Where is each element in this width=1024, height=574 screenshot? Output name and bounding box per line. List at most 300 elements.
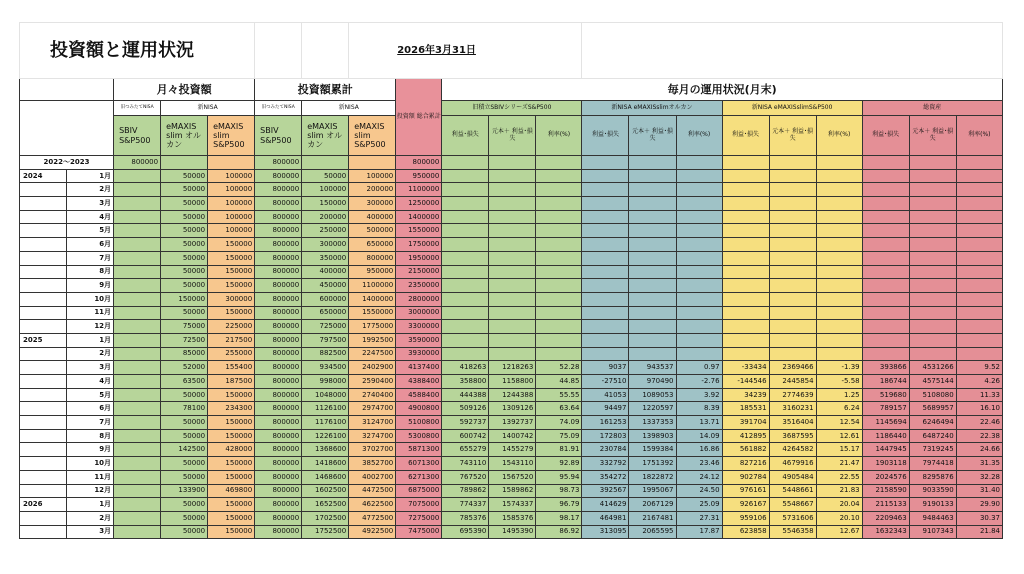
monthly-amount-cell: 469800: [208, 484, 255, 498]
row-month: 6月: [67, 238, 114, 252]
performance-cell: -27510: [582, 375, 629, 389]
monthly-amount-cell: 150000: [208, 525, 255, 539]
row-year: [20, 361, 67, 375]
performance-cell: 600742: [442, 429, 489, 443]
performance-cell: 14.09: [676, 429, 722, 443]
table-row: [20, 470, 1003, 484]
performance-cell: 3.92: [676, 388, 722, 402]
performance-cell: [536, 292, 582, 306]
table-row: [20, 429, 1003, 443]
performance-cell: [862, 197, 909, 211]
performance-cell: 16.86: [676, 443, 722, 457]
row-month: 2月: [67, 347, 114, 361]
monthly-amount-cell: [114, 306, 161, 320]
cumulative-amount-cell: 800000: [255, 197, 302, 211]
monthly-amount-cell: 142500: [161, 443, 208, 457]
monthly-amount-cell: [114, 457, 161, 471]
monthly-amount-cell: 72500: [161, 333, 208, 347]
performance-cell: [909, 210, 956, 224]
total-cumulative-cell: 6875000: [396, 484, 442, 498]
performance-cell: 2369466: [769, 361, 816, 375]
investment-spreadsheet: [19, 22, 1003, 539]
monthly-amount-cell: [114, 251, 161, 265]
perf-group-sp500: 新NISA eMAXISslimS&P500: [722, 101, 862, 116]
performance-cell: [582, 347, 629, 361]
performance-cell: 743110: [442, 457, 489, 471]
total-cumulative-cell: 4388400: [396, 375, 442, 389]
performance-cell: 4531266: [909, 361, 956, 375]
cumulative-amount-cell: 500000: [349, 224, 396, 238]
performance-cell: 20.10: [816, 511, 862, 525]
performance-cell: [816, 279, 862, 293]
performance-cell: [722, 197, 769, 211]
cumulative-amount-cell: 650000: [302, 306, 349, 320]
performance-cell: [442, 251, 489, 265]
performance-cell: [816, 210, 862, 224]
row-year: [20, 416, 67, 430]
total-cumulative-cell: 3300000: [396, 320, 442, 334]
performance-cell: [489, 224, 536, 238]
performance-cell: [862, 320, 909, 334]
performance-cell: 1455279: [489, 443, 536, 457]
cumulative-amount-cell: 4922500: [349, 525, 396, 539]
table-row: [20, 224, 1003, 238]
fund-header-sbiv: SBIV S&P500: [114, 116, 161, 156]
performance-cell: 7319245: [909, 443, 956, 457]
cumulative-amount-cell: 800000: [255, 265, 302, 279]
monthly-amount-cell: [114, 224, 161, 238]
performance-cell: [769, 320, 816, 334]
perf-group-allc: 新NISA eMAXISslimオルカン: [582, 101, 722, 116]
performance-cell: 1392737: [489, 416, 536, 430]
cumulative-amount-cell: 450000: [302, 279, 349, 293]
performance-cell: [442, 210, 489, 224]
performance-cell: 5731606: [769, 511, 816, 525]
performance-cell: 21.83: [816, 484, 862, 498]
row-month: 9月: [67, 279, 114, 293]
performance-cell: [909, 183, 956, 197]
performance-cell: [956, 183, 1002, 197]
monthly-amount-cell: [114, 169, 161, 183]
table-row: [20, 375, 1003, 389]
performance-cell: 5689957: [909, 402, 956, 416]
performance-cell: [862, 224, 909, 238]
performance-cell: 970490: [629, 375, 676, 389]
total-cumulative-cell: 1550000: [396, 224, 442, 238]
performance-cell: [442, 183, 489, 197]
monthly-amount-cell: [114, 443, 161, 457]
monthly-amount-cell: 52000: [161, 361, 208, 375]
performance-cell: [909, 156, 956, 170]
performance-cell: 785376: [442, 511, 489, 525]
cumulative-amount-cell: 950000: [349, 265, 396, 279]
cumulative-amount-cell: 800000: [255, 361, 302, 375]
performance-cell: [629, 197, 676, 211]
monthly-amount-cell: 225000: [208, 320, 255, 334]
performance-cell: [629, 320, 676, 334]
total-cumulative-cell: 6271300: [396, 470, 442, 484]
row-year: 2025: [20, 333, 67, 347]
performance-cell: 4679916: [769, 457, 816, 471]
performance-cell: [536, 156, 582, 170]
row-year: [20, 402, 67, 416]
performance-cell: [442, 238, 489, 252]
monthly-amount-cell: 150000: [208, 416, 255, 430]
performance-cell: 2067129: [629, 498, 676, 512]
cumulative-amount-cell: 350000: [302, 251, 349, 265]
performance-cell: [816, 197, 862, 211]
performance-cell: 2065595: [629, 525, 676, 539]
performance-cell: 4905484: [769, 470, 816, 484]
performance-cell: [769, 210, 816, 224]
cumulative-amount-cell: 1048000: [302, 388, 349, 402]
performance-cell: [956, 156, 1002, 170]
performance-cell: [489, 265, 536, 279]
monthly-amount-cell: 50000: [161, 238, 208, 252]
performance-cell: [676, 292, 722, 306]
performance-cell: [442, 156, 489, 170]
monthly-amount-cell: 50000: [161, 498, 208, 512]
performance-cell: [722, 251, 769, 265]
cumulative-amount-cell: 800000: [255, 251, 302, 265]
cumulative-amount-cell: 300000: [302, 238, 349, 252]
performance-cell: 172803: [582, 429, 629, 443]
performance-cell: 2115133: [862, 498, 909, 512]
cumulative-amount-cell: 250000: [302, 224, 349, 238]
performance-cell: 655279: [442, 443, 489, 457]
cumulative-amount-cell: 1400000: [349, 292, 396, 306]
performance-cell: [722, 306, 769, 320]
performance-cell: [722, 292, 769, 306]
fund-header-allc: eMAXIS slim オルカン: [161, 116, 208, 156]
total-cumulative-cell: 3000000: [396, 306, 442, 320]
performance-cell: 63.64: [536, 402, 582, 416]
row-year: [20, 292, 67, 306]
performance-cell: 358800: [442, 375, 489, 389]
cumulative-amount-cell: [349, 156, 396, 170]
monthly-amount-cell: 150000: [208, 429, 255, 443]
performance-cell: [442, 197, 489, 211]
monthly-amount-cell: [114, 361, 161, 375]
performance-cell: 81.91: [536, 443, 582, 457]
cumulative-amount-cell: 1368600: [302, 443, 349, 457]
performance-cell: [816, 169, 862, 183]
performance-cell: [722, 279, 769, 293]
monthly-amount-cell: [114, 292, 161, 306]
performance-cell: 3160231: [769, 402, 816, 416]
performance-cell: 96.79: [536, 498, 582, 512]
performance-cell: [676, 347, 722, 361]
performance-cell: [676, 224, 722, 238]
cumulative-amount-cell: 998000: [302, 375, 349, 389]
performance-cell: 24.50: [676, 484, 722, 498]
performance-cell: [816, 292, 862, 306]
performance-cell: 959106: [722, 511, 769, 525]
performance-cell: [862, 265, 909, 279]
monthly-amount-cell: 150000: [208, 511, 255, 525]
total-cumulative-cell: 1400000: [396, 210, 442, 224]
cumulative-amount-cell: 800000: [255, 443, 302, 457]
table-row: [20, 416, 1003, 430]
row-year: [20, 470, 67, 484]
performance-cell: [536, 238, 582, 252]
monthly-amount-cell: 50000: [161, 429, 208, 443]
table-row: [20, 388, 1003, 402]
cumulative-amount-cell: 800000: [255, 333, 302, 347]
cumulative-amount-cell: 400000: [302, 265, 349, 279]
performance-cell: [582, 265, 629, 279]
performance-cell: [489, 238, 536, 252]
performance-cell: [582, 169, 629, 183]
performance-cell: 0.97: [676, 361, 722, 375]
monthly-amount-cell: [208, 156, 255, 170]
cumulative-amount-cell: 800000: [255, 525, 302, 539]
monthly-amount-cell: [114, 470, 161, 484]
row-month: 4月: [67, 375, 114, 389]
performance-cell: [909, 197, 956, 211]
row-year: [20, 265, 67, 279]
cumulative-amount-cell: 800000: [255, 320, 302, 334]
performance-cell: 9037: [582, 361, 629, 375]
monthly-amount-cell: 187500: [208, 375, 255, 389]
performance-cell: [769, 156, 816, 170]
row-year: [20, 484, 67, 498]
performance-cell: [442, 292, 489, 306]
performance-cell: 1218263: [489, 361, 536, 375]
monthly-amount-cell: 50000: [161, 183, 208, 197]
performance-cell: 29.90: [956, 498, 1002, 512]
performance-cell: 95.94: [536, 470, 582, 484]
performance-cell: 391704: [722, 416, 769, 430]
performance-cell: 2774639: [769, 388, 816, 402]
performance-cell: [956, 320, 1002, 334]
performance-cell: 22.55: [816, 470, 862, 484]
performance-cell: 1589862: [489, 484, 536, 498]
performance-cell: 1186440: [862, 429, 909, 443]
performance-cell: [862, 306, 909, 320]
row-year: [20, 375, 67, 389]
performance-cell: 22.38: [956, 429, 1002, 443]
row-month: 5月: [67, 224, 114, 238]
monthly-amount-cell: 150000: [161, 292, 208, 306]
cumulative-amount-cell: 800000: [255, 402, 302, 416]
cumulative-amount-cell: 3702700: [349, 443, 396, 457]
performance-cell: 2167481: [629, 511, 676, 525]
performance-cell: 2024576: [862, 470, 909, 484]
performance-cell: 12.54: [816, 416, 862, 430]
performance-cell: [769, 197, 816, 211]
row-year: [20, 197, 67, 211]
monthly-amount-cell: [114, 210, 161, 224]
performance-cell: [629, 238, 676, 252]
monthly-amount-cell: [114, 388, 161, 402]
performance-cell: [722, 320, 769, 334]
total-cumulative-cell: 3930000: [396, 347, 442, 361]
row-month: 9月: [67, 443, 114, 457]
performance-cell: 9190133: [909, 498, 956, 512]
performance-cell: -5.58: [816, 375, 862, 389]
cumulative-amount-cell: 100000: [302, 183, 349, 197]
performance-cell: [909, 306, 956, 320]
section-monthly: 月々投資額: [114, 79, 255, 101]
monthly-amount-cell: 150000: [208, 457, 255, 471]
performance-cell: 926167: [722, 498, 769, 512]
row-month: 4月: [67, 210, 114, 224]
performance-cell: [862, 238, 909, 252]
performance-cell: 509126: [442, 402, 489, 416]
performance-cell: 92.89: [536, 457, 582, 471]
perf-col-header: 元本＋ 利益･損失: [769, 116, 816, 156]
total-cumulative-cell: 5100800: [396, 416, 442, 430]
performance-cell: 789157: [862, 402, 909, 416]
performance-cell: [582, 320, 629, 334]
performance-cell: [956, 210, 1002, 224]
performance-cell: [676, 156, 722, 170]
perf-col-header: 利益･損失: [862, 116, 909, 156]
cumulative-amount-cell: 4472500: [349, 484, 396, 498]
cumulative-amount-cell: 800000: [255, 279, 302, 293]
performance-cell: 55.55: [536, 388, 582, 402]
performance-cell: [956, 169, 1002, 183]
performance-cell: [956, 224, 1002, 238]
performance-cell: [629, 279, 676, 293]
monthly-amount-cell: 100000: [208, 197, 255, 211]
row-year: [20, 238, 67, 252]
table-row: [20, 251, 1003, 265]
performance-cell: 7974418: [909, 457, 956, 471]
cumulative-amount-cell: 1100000: [349, 279, 396, 293]
row-year: [20, 251, 67, 265]
performance-cell: 8295876: [909, 470, 956, 484]
table-row: [20, 457, 1003, 471]
performance-cell: [629, 156, 676, 170]
monthly-amount-cell: [114, 484, 161, 498]
cumulative-amount-cell: 800000: [349, 251, 396, 265]
performance-cell: [676, 333, 722, 347]
perf-col-header: 利率(%): [956, 116, 1002, 156]
performance-cell: [909, 265, 956, 279]
performance-cell: 976161: [722, 484, 769, 498]
cumulative-amount-cell: 800000: [255, 238, 302, 252]
performance-cell: 27.31: [676, 511, 722, 525]
row-month: 1月: [67, 333, 114, 347]
performance-cell: [909, 169, 956, 183]
performance-cell: [862, 183, 909, 197]
performance-cell: [536, 224, 582, 238]
performance-cell: [629, 251, 676, 265]
monthly-amount-cell: [114, 197, 161, 211]
performance-cell: 1.25: [816, 388, 862, 402]
monthly-amount-cell: [114, 347, 161, 361]
cumulative-amount-cell: 800000: [255, 224, 302, 238]
perf-col-header: 利率(%): [536, 116, 582, 156]
performance-cell: 1158800: [489, 375, 536, 389]
performance-cell: 13.71: [676, 416, 722, 430]
performance-cell: [582, 156, 629, 170]
performance-cell: [769, 333, 816, 347]
performance-cell: [956, 251, 1002, 265]
performance-cell: 11.33: [956, 388, 1002, 402]
monthly-amount-cell: 50000: [161, 511, 208, 525]
performance-cell: [489, 156, 536, 170]
performance-cell: 12.67: [816, 525, 862, 539]
performance-cell: [862, 169, 909, 183]
perf-col-header: 元本＋ 利益･損失: [909, 116, 956, 156]
performance-cell: 5448661: [769, 484, 816, 498]
performance-cell: 23.46: [676, 457, 722, 471]
total-cumulative-cell: 5871300: [396, 443, 442, 457]
cumulative-amount-cell: 1468600: [302, 470, 349, 484]
performance-cell: 230784: [582, 443, 629, 457]
perf-group-sbiv: 旧積立SBIVシリーズS&P500: [442, 101, 582, 116]
performance-cell: [909, 320, 956, 334]
cumulative-amount-cell: 800000: [255, 511, 302, 525]
cumulative-amount-cell: 150000: [302, 197, 349, 211]
row-month: 7月: [67, 251, 114, 265]
monthly-amount-cell: 150000: [208, 306, 255, 320]
performance-cell: 15.17: [816, 443, 862, 457]
cumulative-amount-cell: 882500: [302, 347, 349, 361]
monthly-amount-cell: 50000: [161, 388, 208, 402]
performance-cell: 1567520: [489, 470, 536, 484]
performance-cell: [722, 156, 769, 170]
performance-cell: [582, 251, 629, 265]
performance-cell: 22.46: [956, 416, 1002, 430]
total-cumulative-cell: 800000: [396, 156, 442, 170]
performance-cell: [629, 169, 676, 183]
performance-cell: [489, 320, 536, 334]
performance-cell: [676, 320, 722, 334]
cumulative-amount-cell: 800000: [255, 156, 302, 170]
row-month: 3月: [67, 197, 114, 211]
row-month: 10月: [67, 457, 114, 471]
row-month: 11月: [67, 306, 114, 320]
performance-cell: [676, 265, 722, 279]
cumulative-amount-cell: 1652500: [302, 498, 349, 512]
monthly-amount-cell: 150000: [208, 388, 255, 402]
performance-cell: 6246494: [909, 416, 956, 430]
performance-cell: 25.09: [676, 498, 722, 512]
performance-cell: [769, 347, 816, 361]
cumulative-amount-cell: 4002700: [349, 470, 396, 484]
perf-col-header: 元本＋ 利益･損失: [629, 116, 676, 156]
performance-cell: [769, 238, 816, 252]
total-cumulative-cell: 2800000: [396, 292, 442, 306]
row-month: 2月: [67, 511, 114, 525]
cumulative-amount-cell: 3274700: [349, 429, 396, 443]
cumulative-amount-cell: 800000: [255, 347, 302, 361]
monthly-amount-cell: 50000: [161, 197, 208, 211]
performance-cell: [582, 238, 629, 252]
row-year: [20, 525, 67, 539]
cumulative-new-nisa-label: 新NISA: [302, 101, 396, 116]
performance-cell: [582, 292, 629, 306]
performance-cell: 6487240: [909, 429, 956, 443]
cumulative-amount-cell: 2740400: [349, 388, 396, 402]
performance-cell: [816, 238, 862, 252]
cumulative-amount-cell: 1550000: [349, 306, 396, 320]
performance-cell: 1398903: [629, 429, 676, 443]
table-row: [20, 525, 1003, 539]
performance-cell: [956, 347, 1002, 361]
performance-cell: 392567: [582, 484, 629, 498]
performance-cell: 20.04: [816, 498, 862, 512]
performance-cell: [676, 251, 722, 265]
row-year: [20, 183, 67, 197]
performance-cell: [629, 265, 676, 279]
performance-cell: [629, 183, 676, 197]
row-year: [20, 457, 67, 471]
